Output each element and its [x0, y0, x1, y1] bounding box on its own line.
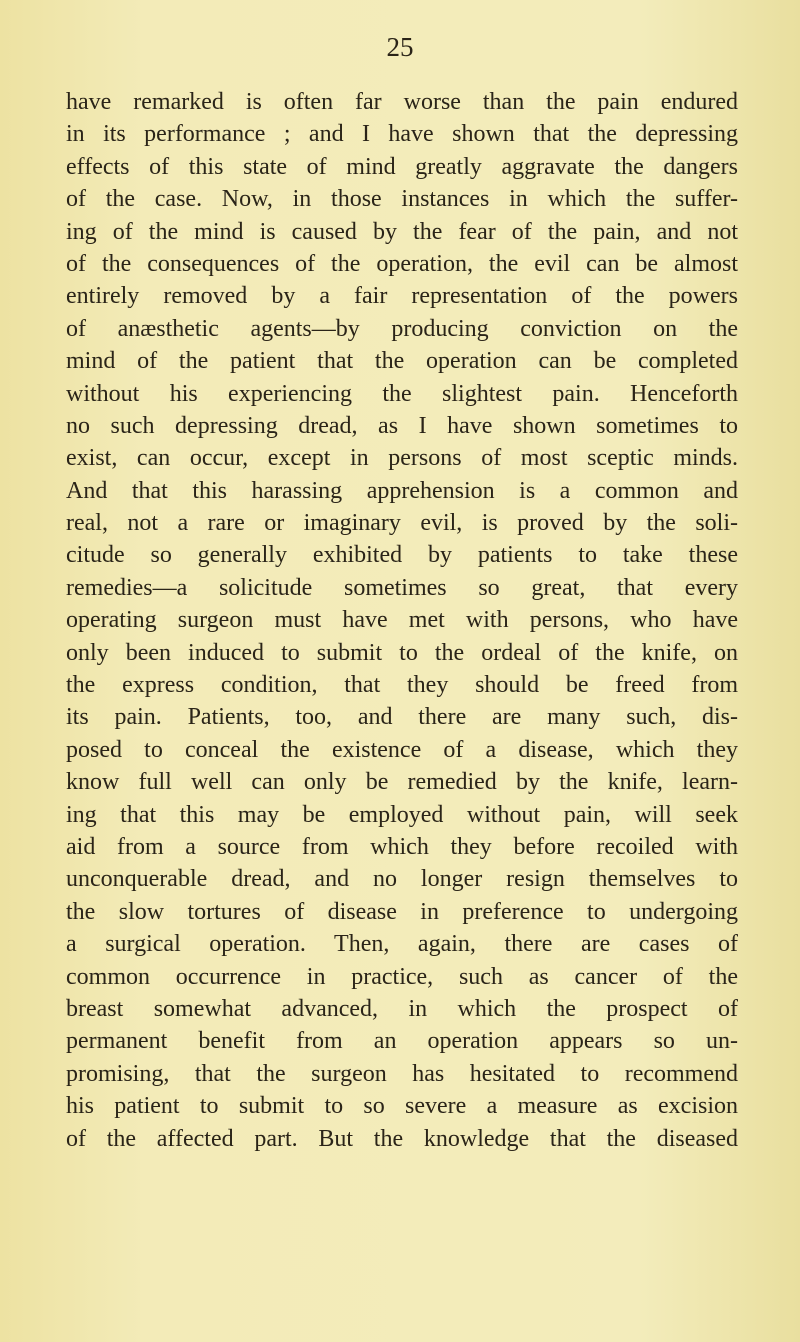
text-line: no such depressing dread, as I have shown sometimes to: [66, 412, 738, 439]
text-line: in its performance ; and I have shown that the depressing: [66, 121, 738, 148]
text-line: mind of the patient that the operation can be completed: [66, 348, 738, 375]
text-line: of anæsthetic agents—by producing conviction on the: [66, 315, 738, 342]
text-line: posed to conceal the existence of a disease, which they: [66, 736, 738, 763]
text-line: And that this harassing apprehension is a common and: [66, 477, 738, 504]
text-line: common occurrence in practice, such as cancer of the: [66, 963, 738, 990]
text-line: operating surgeon must have met with persons, who have: [66, 607, 738, 634]
text-line: ing that this may be employed without pain, will seek: [66, 801, 738, 828]
text-line: real, not a rare or imaginary evil, is proved by the soli-: [66, 510, 738, 537]
body-text: [66, 86, 738, 1155]
text-line: effects of this state of mind greatly aggravate the dangers: [66, 153, 738, 180]
text-line: breast somewhat advanced, in which the prospect of: [66, 995, 738, 1022]
text-line: without his experiencing the slightest pain. Henceforth: [66, 380, 738, 407]
text-line: promising, that the surgeon has hesitated to recommend: [66, 1060, 738, 1087]
text-line: of the case. Now, in those instances in which the suffer-: [66, 186, 738, 213]
text-line: the express condition, that they should be freed from: [66, 672, 738, 699]
text-line: of the affected part. But the knowledge that the diseased: [66, 1125, 738, 1152]
text-line: aid from a source from which they before recoiled with: [66, 833, 738, 860]
text-line: permanent benefit from an operation appears so un-: [66, 1028, 738, 1055]
text-line: have remarked is often far worse than the pain endured: [66, 89, 738, 115]
text-line: citude so generally exhibited by patients to take these: [66, 542, 738, 569]
text-line: know full well can only be remedied by the knife, learn-: [66, 769, 738, 796]
text-line: unconquerable dread, and no longer resign themselves to: [66, 866, 738, 893]
text-line: a surgical operation. Then, again, there are cases of: [66, 931, 738, 958]
text-line: exist, can occur, except in persons of most sceptic minds.: [66, 445, 738, 472]
text-line: ing of the mind is caused by the fear of the pain, and not: [66, 218, 738, 245]
text-line: remedies—a solicitude sometimes so great, that every: [66, 574, 738, 601]
text-line: of the consequences of the operation, the evil can be almost: [66, 250, 738, 277]
text-line: its pain. Patients, too, and there are many such, dis-: [66, 704, 738, 731]
text-line: his patient to submit to so severe a measure as excision: [66, 1093, 738, 1120]
page-number: 25: [386, 32, 414, 62]
text-line: the slow tortures of disease in preference to undergoing: [66, 898, 738, 925]
text-line: entirely removed by a fair representation of the powers: [66, 283, 738, 310]
text-line: only been induced to submit to the ordeal of the knife, on: [66, 639, 738, 666]
